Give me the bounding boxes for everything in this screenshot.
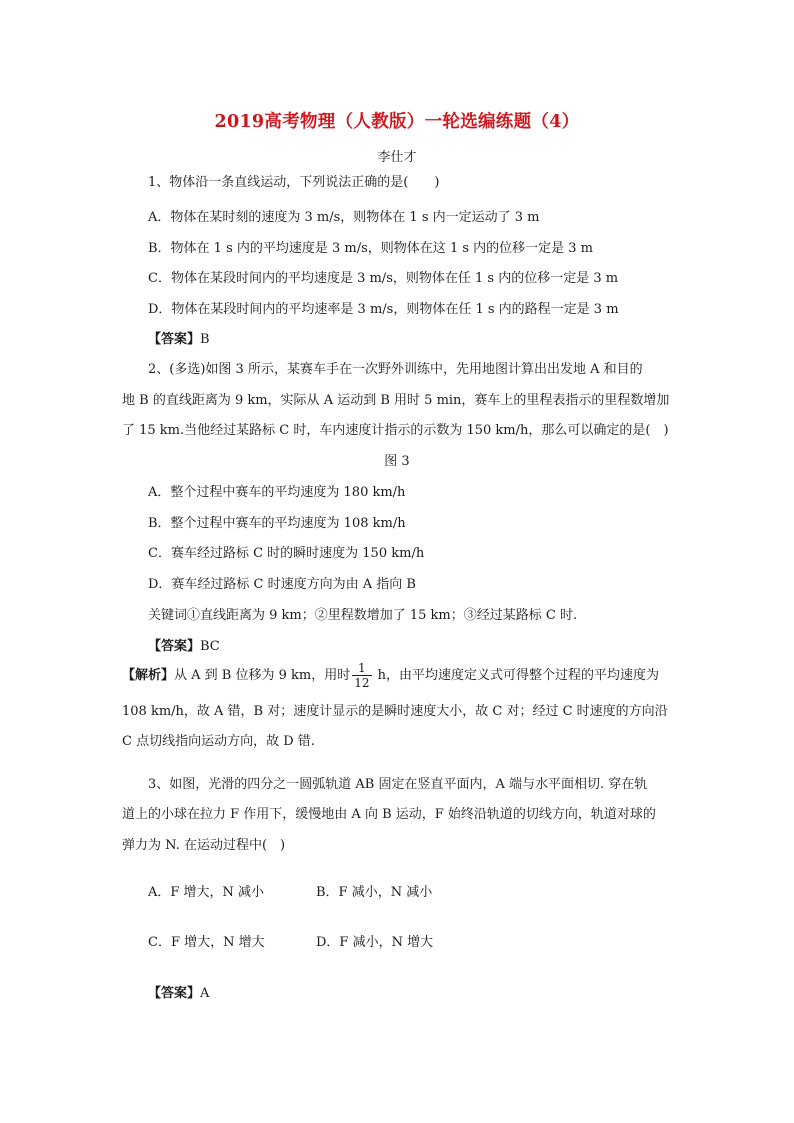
q2-option-a: A．整个过程中赛车的平均速度为 180 km/h: [148, 485, 406, 500]
q2-option-b: B．整个过程中赛车的平均速度为 108 km/h: [148, 516, 406, 531]
fraction-denominator: 12: [354, 676, 370, 690]
q3-option-b: B．F 减小，N 减小: [316, 885, 433, 900]
q3-option-a: A．F 增大，N 减小: [148, 885, 265, 900]
fraction: [352, 661, 371, 690]
q2-stem-line-1: 2、(多选)如图 3 所示，某赛车手在一次野外训练中，先用地图计算出出发地 A 和目的: [148, 362, 643, 377]
q1-option-c: C．物体在某段时间内的平均速度是 3 m/s，则物体在任 1 s 内的位移一定是 3 m: [148, 271, 619, 286]
answer-label: 【答案】: [148, 986, 201, 1001]
q1-answer: [148, 328, 210, 347]
q1-stem: 1、物体沿一条直线运动，下列说法正确的是( ): [148, 175, 440, 190]
q3-stem-line-1: 3、如图，光滑的四分之一圆弧轨道 AB 固定在竖直平面内，A 端与水平面相切. 穿在轨: [148, 777, 648, 792]
q1-option-d: D．物体在某段时间内的平均速率是 3 m/s，则物体在任 1 s 内的路程一定是 3 m: [148, 302, 619, 317]
q3-option-c: C．F 增大，N 增大: [148, 935, 265, 950]
answer-value: BC: [200, 639, 220, 654]
q2-option-d: D．赛车经过路标 C 时速度方向为由 A 指向 B: [148, 577, 416, 592]
document-title: 2019高考物理（人教版）一轮选编练题（4）: [214, 112, 580, 132]
q3-stem-line-3: 弹力为 N. 在运动过程中( ): [122, 838, 286, 853]
q3-answer: [148, 982, 209, 1001]
answer-value: B: [200, 332, 210, 347]
fraction-numerator: 1: [352, 661, 371, 676]
analysis-label: 【解析】: [122, 668, 175, 683]
q2-analysis-line-2: 108 km/h，故 A 错，B 对；速度计显示的是瞬时速度大小，故 C 对；经过 C 时速度的方向沿: [122, 704, 668, 719]
q1-option-b: B．物体在 1 s 内的平均速度是 3 m/s，则物体在这 1 s 内的位移一定是 3 m: [148, 241, 594, 256]
q1-option-a: A．物体在某时刻的速度为 3 m/s，则物体在 1 s 内一定运动了 3 m: [148, 210, 540, 225]
analysis-text: 从 A 到 B 位移为 9 km，用时: [174, 668, 351, 683]
q2-stem-line-2: 地 B 的直线距离为 9 km，实际从 A 运动到 B 用时 5 min，赛车上的里程表指示的里程数增加: [122, 393, 670, 408]
q3-option-d: D．F 减小，N 增大: [316, 935, 434, 950]
q2-stem-line-3: 了 15 km.当他经过某路标 C 时，车内速度计指示的示数为 150 km/h，那么可以确定的是( ): [122, 423, 669, 438]
q2-answer: [148, 635, 220, 654]
answer-label: 【答案】: [148, 332, 201, 347]
q2-keywords: 关键词①直线距离为 9 km；②里程数增加了 15 km；③经过某路标 C 时.: [148, 608, 578, 623]
author: 李仕才: [377, 150, 417, 165]
q2-option-c: C．赛车经过路标 C 时的瞬时速度为 150 km/h: [148, 546, 425, 561]
q2-analysis-line-1: [122, 660, 659, 692]
analysis-text-cont: h，由平均速度定义式可得整个过程的平均速度为: [373, 668, 660, 683]
figure-3-label: 图 3: [384, 454, 410, 469]
answer-value: A: [200, 986, 210, 1001]
q2-analysis-line-3: C 点切线指向运动方向，故 D 错.: [122, 734, 315, 749]
answer-label: 【答案】: [148, 639, 201, 654]
q3-stem-line-2: 道上的小球在拉力 F 作用下，缓慢地由 A 向 B 运动，F 始终沿轨道的切线方向，轨道对球的: [122, 807, 656, 822]
